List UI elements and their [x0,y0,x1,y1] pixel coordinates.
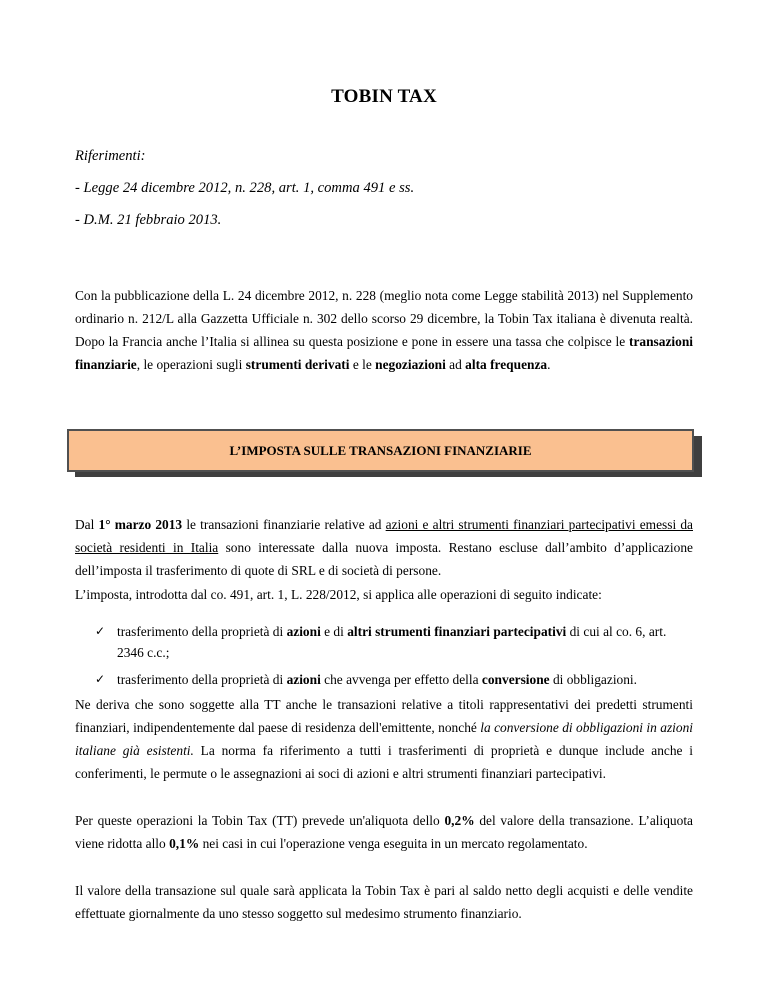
list-item: ✓ trasferimento della proprietà di azioni e di altri strumenti finanziari partecipativi di cui al co. 6, art. 2346 c.c.; [95,621,693,663]
paragraph-4: Per queste operazioni la Tobin Tax (TT) prevede un'aliquota dello 0,2% del valore della transazione. L’aliquota viene ridotta allo 0,1% nei casi in cui l'operazione venga eseguita in un mercato regolamentato. [75,813,693,851]
paragraph-3: Ne deriva che sono soggette alla TT anche le transazioni relative a titoli rappresentativi dei predetti strumenti finanziari, indipendentemente dal paese di residenza dell'emittente, nonché la conversione di obbligazioni in azioni italiane già esistenti. La norma fa riferimento a tutti i trasferimenti di proprietà e dunque include anche i conferimenti, le permute o le assegnazioni ai soci di azioni e altri strumenti finanziari partecipativi. [75,697,693,781]
paragraph-1: Dal 1° marzo 2013 le transazioni finanziarie relative ad azioni e altri strumenti finanziari partecipativi emessi da società residenti in Italia sono interessate dalla nuova imposta. Restano escluse dall’ambito d’applicazione dell’imposta il trasferimento di quote di SRL e di società di persone. [75,517,693,578]
checkmark-icon: ✓ [95,624,106,638]
reference-item: - Legge 24 dicembre 2012, n. 228, art. 1, comma 491 e ss. [75,180,415,196]
checkmark-icon: ✓ [95,672,106,686]
references-heading: Riferimenti: [75,148,146,164]
section-heading-box [67,429,694,472]
section-heading: L’IMPOSTA SULLE TRANSAZIONI FINANZIARIE [229,442,532,458]
paragraph-2: L’imposta, introdotta dal co. 491, art. 1, L. 228/2012, si applica alle operazioni di seguito indicate: [75,587,602,602]
intro-paragraph: Con la pubblicazione della L. 24 dicembre 2012, n. 228 (meglio nota come Legge stabilità 2013) nel Supplemento ordinario n. 212/L alla Gazzetta Ufficiale n. 302 dello scorso 29 dicembre, la Tobin Tax italiana è divenuta realtà. Dopo la Francia anche l’Italia si allinea su questa posizione e pone in essere una tassa che colpisce le transazioni finanziarie, le operazioni sugli strumenti derivati e le negoziazioni ad alta frequenza. [75,288,693,372]
reference-item: - D.M. 21 febbraio 2013. [75,212,222,228]
list-item: ✓ trasferimento della proprietà di azioni che avvenga per effetto della conversione di obbligazioni. [95,669,693,690]
references-block [75,148,414,244]
document-title: TOBIN TAX [331,86,437,107]
paragraph-5: Il valore della transazione sul quale sarà applicata la Tobin Tax è pari al saldo netto degli acquisti e delle vendite effettuate giornalmente da uno stesso soggetto sul medesimo strumento finanziario. [75,883,693,921]
